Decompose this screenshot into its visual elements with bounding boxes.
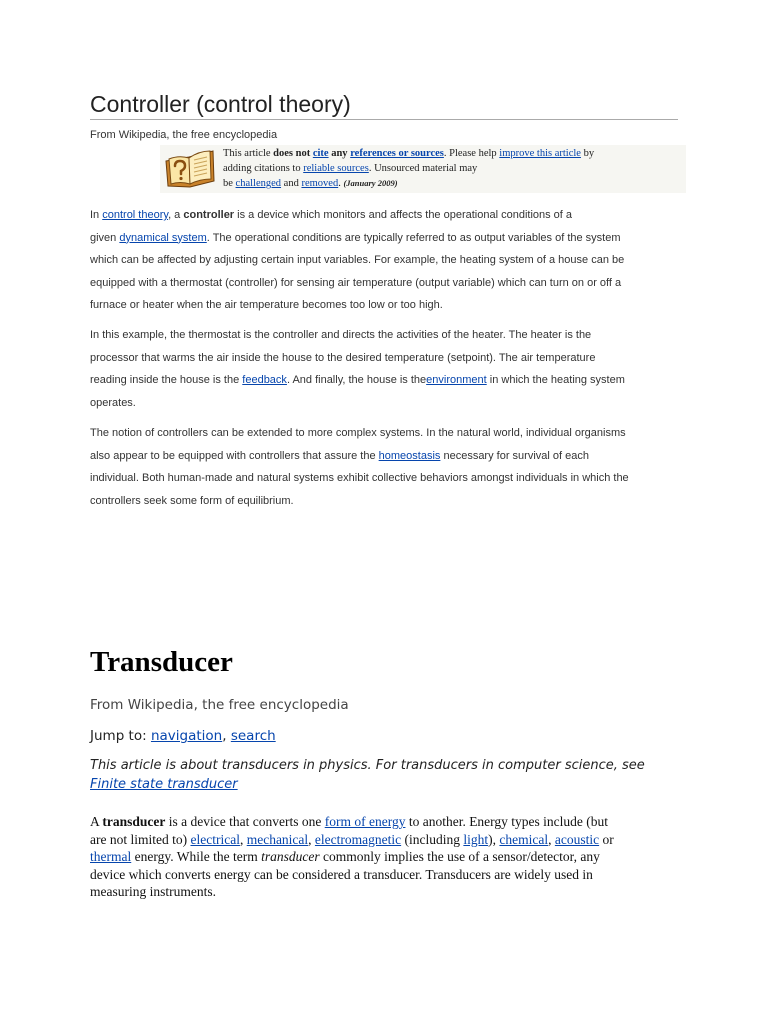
text-run: adding citations to <box>223 162 304 174</box>
paragraph-line <box>90 392 625 415</box>
link-references-or-sources[interactable]: references or sources <box>350 148 444 159</box>
paragraph-line <box>90 249 624 272</box>
text-run: A <box>90 814 103 829</box>
notice-line <box>223 147 594 162</box>
paragraph <box>90 422 629 512</box>
text-run: be <box>223 178 236 189</box>
hatnote-line <box>90 756 645 775</box>
text-run: is a device which monitors and affects the operational conditions of a <box>234 209 573 221</box>
link-electromagnetic[interactable]: electromagnetic <box>314 831 402 847</box>
notice-line <box>223 162 594 177</box>
book-question-icon <box>165 148 215 188</box>
paragraph-line <box>90 294 624 317</box>
paragraph-line <box>90 490 629 513</box>
text-run: processor that warms the air inside the house to the desired temperature (setpoint). The air temperature <box>90 351 596 364</box>
link-chemical[interactable]: chemical <box>499 831 549 847</box>
article-tagline: From Wikipedia, the free encyclopedia <box>90 697 349 713</box>
text-run: controllers seek some form of equilibrium. <box>90 494 294 507</box>
text-run: . And finally, the house is the <box>286 374 427 386</box>
bold-term: controller <box>183 209 235 221</box>
paragraph-line <box>90 467 629 490</box>
text-run: (including <box>401 831 464 847</box>
text-run: . Please help <box>443 148 500 159</box>
article-tagline: From Wikipedia, the free encyclopedia <box>90 129 278 141</box>
text-run: . <box>338 178 344 189</box>
text-run: also appear to be equipped with controllers that assure the <box>90 449 379 462</box>
hatnote <box>90 756 645 794</box>
unreferenced-notice-box <box>160 145 686 193</box>
link-homeostasis[interactable]: homeostasis <box>378 449 441 462</box>
text-run: is a device that converts one <box>165 814 325 829</box>
text-run: given <box>90 231 120 244</box>
paragraph-line <box>90 272 624 295</box>
text-run: equipped with a thermostat (controller) for sensing air temperature (output variable) which can turn on or off a <box>90 276 622 289</box>
bold-text: does not <box>273 148 313 159</box>
text-run: , <box>222 728 231 744</box>
link-reliable-sources[interactable]: reliable sources <box>303 162 369 174</box>
text-run: This article is about transducers in physics. For transducers in computer science, see <box>90 758 645 773</box>
link-form-of-energy[interactable]: form of energy <box>324 814 406 829</box>
text-run: in which the heating system <box>486 374 625 386</box>
text-run: , <box>548 831 555 847</box>
text-run: , a <box>168 209 184 221</box>
title-divider <box>90 119 678 120</box>
link-environment[interactable]: environment <box>426 374 487 386</box>
text-run: In <box>90 209 103 221</box>
link-mechanical[interactable]: mechanical <box>246 831 309 847</box>
text-run: to another. Energy types include (but <box>405 814 609 829</box>
link-cite[interactable]: cite <box>312 148 329 159</box>
paragraph-line <box>90 369 625 392</box>
text-run: which can be affected by adjusting certain input variables. For example, the heating system of a house can be <box>90 254 625 266</box>
paragraph-line <box>90 204 624 227</box>
link-finite-state-transducer[interactable]: Finite state transducer <box>90 777 238 792</box>
paragraph-line <box>90 445 629 468</box>
text-run: or <box>599 831 614 847</box>
italic-term: transducer <box>261 849 320 864</box>
link-electrical[interactable]: electrical <box>190 831 240 847</box>
text-run: , <box>308 831 315 847</box>
paragraph-line <box>90 422 629 445</box>
article-title: Controller (control theory) <box>90 91 351 117</box>
paragraph-line <box>90 848 614 866</box>
jump-to-links <box>90 727 276 745</box>
text-run: by <box>580 148 595 159</box>
paragraph-line <box>90 831 614 849</box>
bold-text: any <box>328 148 351 159</box>
article-title: Transducer <box>90 646 233 678</box>
paragraph-line <box>90 866 614 884</box>
text-run: The notion of controllers can be extended to more complex systems. In the natural world, individual organisms <box>90 427 626 439</box>
text-run: necessary for survival of each <box>440 449 589 462</box>
text-run: furnace or heater when the air temperature becomes too low or too high. <box>90 299 443 311</box>
text-run: , <box>239 831 247 847</box>
paragraph-line <box>90 227 624 250</box>
bold-term: transducer <box>102 814 166 829</box>
text-run: reading inside the house is the <box>90 374 243 386</box>
paragraph-line <box>90 813 614 831</box>
text-run: energy. While the term <box>131 849 262 864</box>
paragraph <box>90 324 625 414</box>
link-removed[interactable]: removed <box>301 178 339 189</box>
paragraph <box>90 204 624 317</box>
link-light[interactable]: light <box>463 831 489 847</box>
notice-text <box>223 147 594 192</box>
link-challenged[interactable]: challenged <box>235 178 282 189</box>
text-run: . Unsourced material may <box>368 162 478 174</box>
link-improve-this-article[interactable]: improve this article <box>499 148 581 159</box>
text-run: In this example, the thermostat is the controller and directs the activities of the heater. The heater is the <box>90 329 592 341</box>
link-control-theory[interactable]: control theory <box>102 209 169 221</box>
text-run: Jump to: <box>90 728 151 744</box>
paragraph-line <box>90 347 625 370</box>
text-run: are not limited to) <box>90 831 191 847</box>
text-run: operates. <box>90 396 136 409</box>
paragraph <box>90 813 614 901</box>
text-run: device which converts energy can be considered a transducer. Transducers are widely used in <box>90 866 593 882</box>
notice-date: (January 2009) <box>343 178 398 188</box>
link-thermal[interactable]: thermal <box>90 849 132 864</box>
notice-line <box>223 176 594 192</box>
link-search[interactable]: search <box>230 728 276 744</box>
hatnote-line <box>90 775 645 794</box>
link-feedback[interactable]: feedback <box>242 374 287 386</box>
text-run: This article <box>223 148 274 159</box>
text-run: measuring instruments. <box>90 884 216 899</box>
text-run: individual. Both human-made and natural systems exhibit collective behaviors amongst individuals in which the <box>90 472 629 484</box>
text-run: ), <box>488 831 500 847</box>
paragraph-line <box>90 324 625 347</box>
link-dynamical-system[interactable]: dynamical system <box>119 231 207 244</box>
text-run: commonly implies the use of a sensor/detector, any <box>319 849 600 864</box>
paragraph-line <box>90 883 614 901</box>
text-run: . The operational conditions are typically referred to as output variables of the system <box>206 231 621 244</box>
jump-to-line <box>90 727 276 745</box>
text-run: and <box>281 178 302 189</box>
link-acoustic[interactable]: acoustic <box>554 831 600 847</box>
link-navigation[interactable]: navigation <box>150 728 223 744</box>
